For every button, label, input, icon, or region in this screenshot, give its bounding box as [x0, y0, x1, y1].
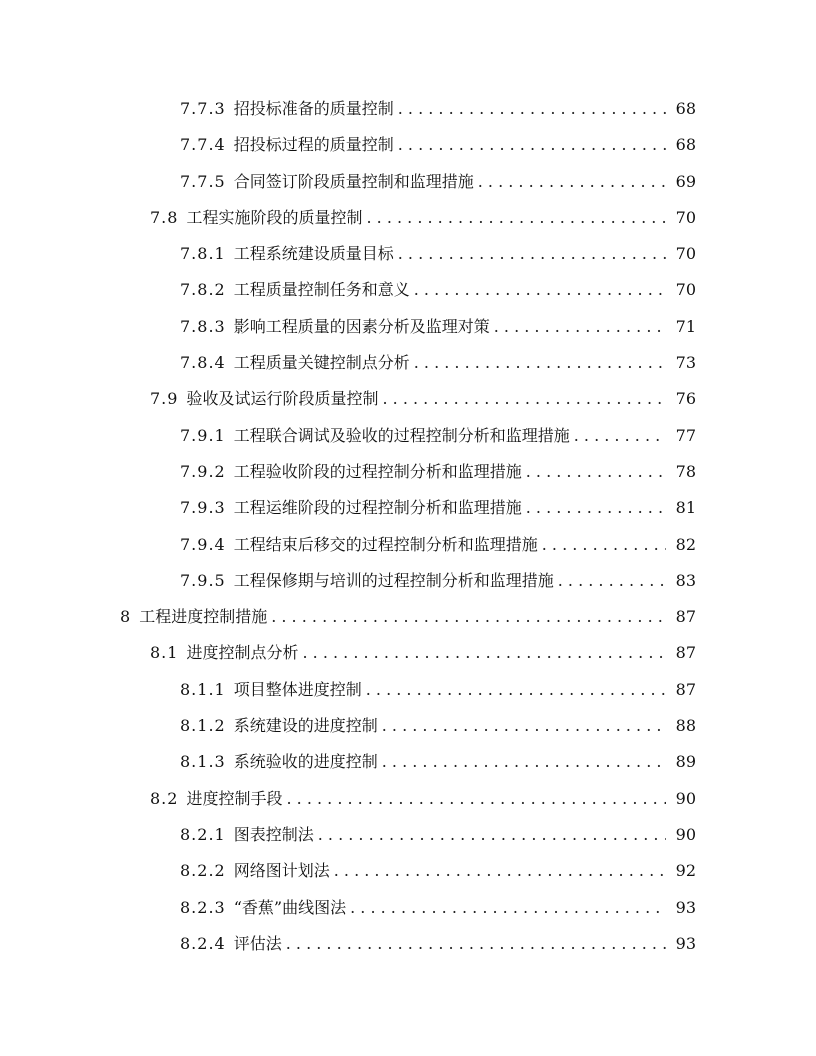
toc-entry[interactable]	[0, 453, 816, 489]
toc-entry-number: 7.9.5	[180, 570, 226, 590]
toc-entry[interactable]	[0, 126, 816, 162]
toc-entry-page: 68	[675, 135, 696, 155]
toc-entry-page: 76	[675, 389, 696, 409]
toc-dot-leader	[286, 789, 666, 809]
toc-dot-leader	[334, 861, 666, 881]
toc-entry-page: 70	[675, 207, 696, 227]
toc-entry-number: 8.2.4	[180, 933, 226, 953]
toc-entry-title: 验收及试运行阶段质量控制	[186, 389, 379, 409]
toc-entry-title: “香蕉”曲线图法	[233, 897, 347, 917]
toc-entry-page: 87	[675, 607, 696, 627]
toc-entry-title: 项目整体进度控制	[233, 679, 362, 699]
toc-entry-page: 70	[675, 244, 696, 264]
toc-entry[interactable]	[0, 199, 816, 235]
toc-entry-title: 工程质量控制任务和意义	[233, 280, 410, 300]
toc-dot-leader	[542, 535, 666, 555]
toc-entry[interactable]	[0, 163, 816, 199]
toc-entry[interactable]	[0, 743, 816, 779]
toc-entry-page: 82	[675, 534, 696, 554]
toc-entry-title: 工程进度控制措施	[139, 607, 268, 627]
toc-entry-number: 7.7.4	[180, 135, 226, 155]
toc-entry-page: 87	[675, 643, 696, 663]
toc-entry-page: 93	[675, 933, 696, 953]
toc-entry-title: 工程质量关键控制点分析	[233, 353, 410, 373]
toc-entry-number: 7.8.3	[180, 316, 226, 336]
toc-entry-title: 工程系统建设质量目标	[233, 244, 394, 264]
toc-entry[interactable]	[0, 489, 816, 525]
toc-entry-title: 工程联合调试及验收的过程控制分析和监理措施	[233, 425, 570, 445]
toc-dot-leader	[398, 135, 666, 155]
toc-entry[interactable]	[0, 90, 816, 126]
toc-dot-leader	[286, 934, 666, 954]
toc-entry-number: 8.1.2	[180, 716, 226, 736]
toc-dot-leader	[414, 280, 666, 300]
toc-entry-page: 70	[675, 280, 696, 300]
toc-entry-number: 8.2.3	[180, 897, 226, 917]
toc-entry-number: 7.9.1	[180, 425, 226, 445]
toc-entry[interactable]	[0, 562, 816, 598]
toc-entry-number: 8.2	[150, 788, 179, 808]
toc-entry-number: 7.9.4	[180, 534, 226, 554]
toc-entry[interactable]	[0, 925, 816, 961]
toc-entry[interactable]	[0, 380, 816, 416]
toc-entry-title: 招投标准备的质量控制	[233, 99, 394, 118]
toc-entry-number: 8.1.3	[180, 752, 226, 772]
toc-dot-leader	[526, 462, 666, 482]
toc-entry-page: 89	[675, 752, 696, 772]
toc-entry-title: 进度控制点分析	[186, 643, 299, 663]
toc-dot-leader	[382, 389, 666, 409]
toc-entry-title: 系统验收的进度控制	[233, 752, 378, 772]
toc-entry-page: 77	[675, 425, 696, 445]
toc-entry-title: 图表控制法	[233, 824, 314, 844]
toc-dot-leader	[302, 643, 666, 663]
toc-entry-title: 工程保修期与培训的过程控制分析和监理措施	[233, 570, 554, 590]
toc-entry-number: 7.9	[150, 389, 179, 409]
toc-entry-page: 81	[675, 498, 696, 518]
toc-entry-title: 工程验收阶段的过程控制分析和监理措施	[233, 461, 522, 481]
toc-entry-number: 7.7.3	[180, 99, 226, 118]
toc-entry[interactable]	[0, 634, 816, 670]
toc-dot-leader	[382, 716, 666, 736]
toc-entry-number: 8.2.2	[180, 861, 226, 881]
toc-dot-leader	[318, 825, 666, 845]
toc-entry[interactable]	[0, 308, 816, 344]
toc-entry-title: 影响工程质量的因素分析及监理对策	[233, 316, 490, 336]
toc-entry-title: 工程运维阶段的过程控制分析和监理措施	[233, 498, 522, 518]
toc-entry-title: 招投标过程的质量控制	[233, 135, 394, 155]
toc-entry-number: 7.9.2	[180, 461, 226, 481]
toc-dot-leader	[478, 172, 666, 192]
toc-dot-leader	[398, 99, 666, 119]
toc-entry-page: 78	[675, 461, 696, 481]
toc-dot-leader	[271, 607, 666, 627]
toc-entry-number: 7.8.4	[180, 353, 226, 373]
toc-entry-title: 系统建设的进度控制	[233, 716, 378, 736]
toc-entry-title: 工程结束后移交的过程控制分析和监理措施	[233, 534, 538, 554]
toc-dot-leader	[366, 208, 666, 228]
toc-entry[interactable]	[0, 271, 816, 307]
toc-entry-title: 评估法	[233, 933, 282, 953]
toc-entry-title: 网络图计划法	[233, 861, 330, 881]
toc-dot-leader	[398, 244, 666, 264]
toc-entry[interactable]	[0, 417, 816, 453]
toc-entry-title: 进度控制手段	[186, 788, 283, 808]
toc-entry[interactable]	[0, 526, 816, 562]
toc-entry[interactable]	[0, 598, 816, 634]
toc-entry[interactable]	[0, 780, 816, 816]
toc-dot-leader	[414, 353, 666, 373]
toc-entry[interactable]	[0, 344, 816, 380]
toc-entry-page: 87	[675, 679, 696, 699]
toc-entry-number: 8	[120, 607, 132, 627]
toc-entry-page: 90	[675, 824, 696, 844]
toc-entry-number: 8.1.1	[180, 679, 226, 699]
toc-entry[interactable]	[0, 235, 816, 271]
toc-entry-page: 68	[675, 99, 696, 118]
toc-entry[interactable]	[0, 852, 816, 888]
toc-dot-leader	[382, 752, 666, 772]
toc-entry-title: 合同签订阶段质量控制和监理措施	[233, 171, 474, 191]
toc-dot-leader	[558, 571, 666, 591]
toc-dot-leader	[526, 498, 666, 518]
toc-entry-number: 8.1	[150, 643, 179, 663]
toc-entry-number: 7.7.5	[180, 171, 226, 191]
toc-entry-page: 93	[675, 897, 696, 917]
toc-dot-leader	[366, 680, 666, 700]
toc-dot-leader	[350, 898, 666, 918]
toc-entry-page: 83	[675, 570, 696, 590]
toc-entry[interactable]	[0, 889, 816, 925]
toc-entry-page: 69	[675, 171, 696, 191]
toc-dot-leader	[574, 426, 666, 446]
toc-entry[interactable]	[0, 671, 816, 707]
toc-entry[interactable]	[0, 816, 816, 852]
toc-entry-number: 8.2.1	[180, 824, 226, 844]
toc-entry-page: 92	[675, 861, 696, 881]
toc-entry-page: 73	[675, 353, 696, 373]
toc-entry-number: 7.8.2	[180, 280, 226, 300]
toc-entry-title: 工程实施阶段的质量控制	[186, 207, 363, 227]
toc-entry-page: 71	[675, 316, 696, 336]
toc-entry-number: 7.8	[150, 207, 179, 227]
toc-entry-number: 7.9.3	[180, 498, 226, 518]
toc-dot-leader	[494, 317, 666, 337]
toc-entry-page: 88	[675, 716, 696, 736]
toc-entry[interactable]	[0, 707, 816, 743]
toc-entry-number: 7.8.1	[180, 244, 226, 264]
toc-entry-page: 90	[675, 788, 696, 808]
table-of-contents	[0, 90, 816, 961]
